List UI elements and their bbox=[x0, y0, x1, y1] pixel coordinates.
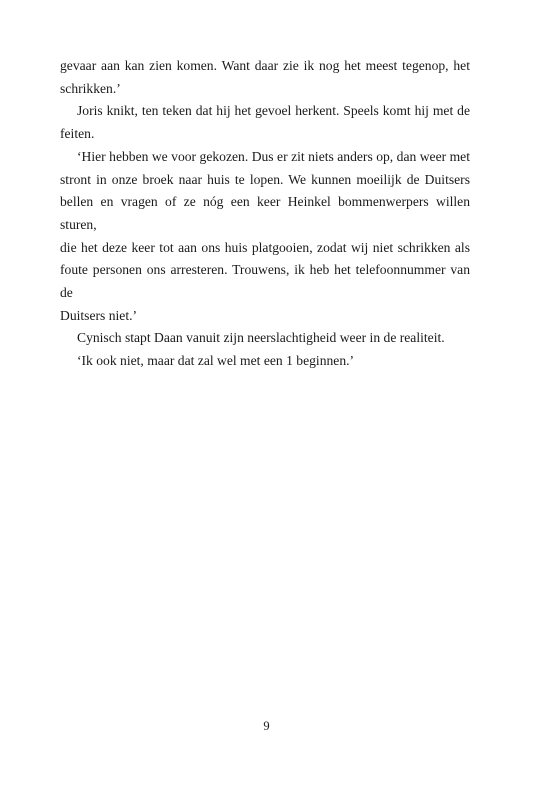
text-line: Duitsers niet.’ bbox=[60, 307, 138, 323]
text-line: gevaar aan kan zien komen. Want daar zie ik nog het meest tegenop, het bbox=[60, 58, 470, 73]
text-line: ‘Hier hebben we voor gekozen. Dus er zit niets anders op, dan weer met bbox=[77, 148, 470, 164]
text-line: die het deze keer tot aan ons huis platgooien, zodat wij niet schrikken als bbox=[60, 239, 470, 255]
paragraph-3 bbox=[60, 146, 470, 328]
page-number: 9 bbox=[263, 719, 270, 733]
paragraph-5 bbox=[60, 350, 470, 373]
text-line: bellen en vragen of ze nóg een keer Heinkel bommenwerpers willen sturen, bbox=[60, 194, 470, 232]
text-line: feiten. bbox=[60, 126, 95, 142]
paragraph-4 bbox=[60, 327, 470, 350]
text-line: schrikken.’ bbox=[60, 80, 121, 96]
paragraph-2 bbox=[60, 100, 470, 145]
text-line: ‘Ik ook niet, maar dat zal wel met een 1 beginnen.’ bbox=[77, 353, 355, 369]
text-line: stront in onze broek naar huis te lopen. We kunnen moeilijk de Duitsers bbox=[60, 171, 470, 187]
text-line: foute personen ons arresteren. Trouwens, ik heb het telefoonnummer van de bbox=[60, 262, 470, 301]
text-line: Joris knikt, ten teken dat hij het gevoel herkent. Speels komt hij met de bbox=[77, 103, 470, 119]
text-line: Cynisch stapt Daan vanuit zijn neerslachtigheid weer in de realiteit. bbox=[77, 330, 445, 346]
paragraph-1 bbox=[60, 55, 470, 100]
body-text bbox=[60, 55, 470, 373]
